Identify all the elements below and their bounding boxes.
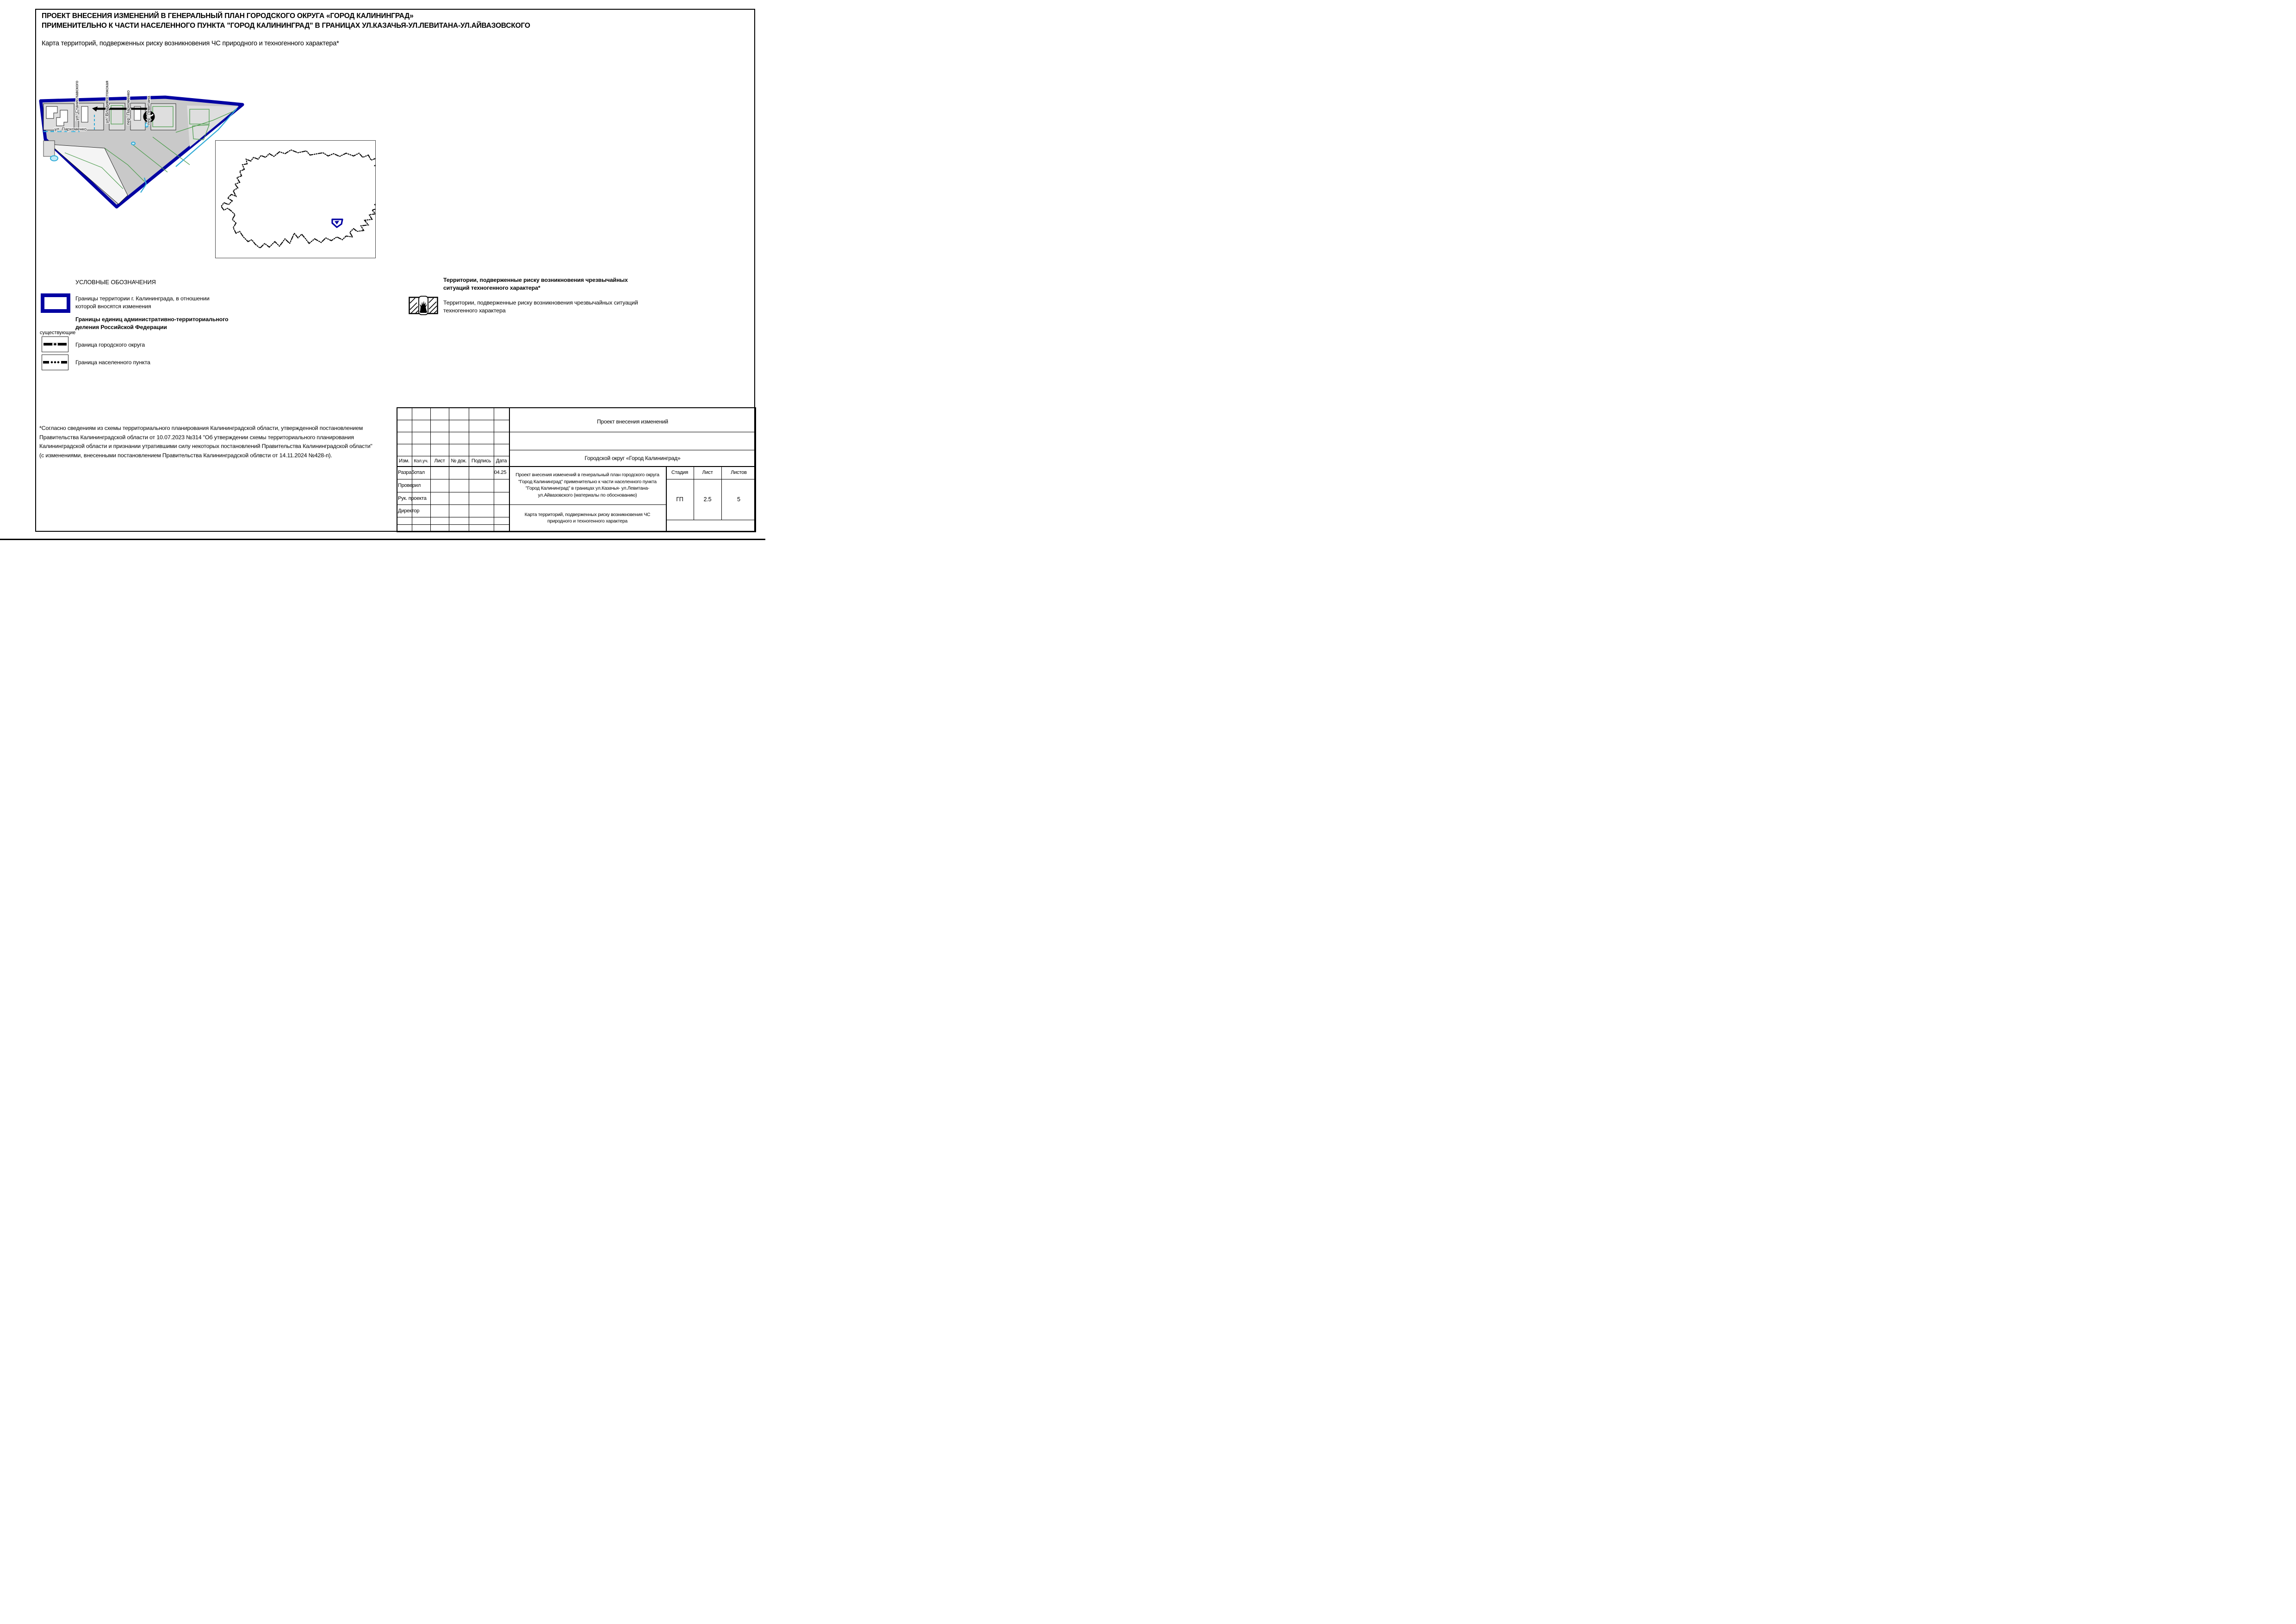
listov-label: Листов <box>731 470 747 475</box>
small-parcel <box>43 141 55 156</box>
row-director: Директор <box>398 508 420 514</box>
col-podpis: Подпись <box>471 458 491 464</box>
footnote-line3: Калининградской области и признании утратившими силу некоторых постановлений Правительства Калининградской области" <box>39 443 372 449</box>
legend-admin-heading: Границы единиц административно-территориального деления Российской Федерации <box>75 316 229 330</box>
developed-date: 04.25 <box>494 470 507 475</box>
list-value: 2.5 <box>703 496 712 503</box>
drawing-sheet <box>0 0 765 541</box>
footnote-line2: Правительства Калининградской области от 10.07.2023 №314 "Об утверждении схемы территориального планирования <box>39 434 354 441</box>
legend-boundary-label: Границы территории г. Калининграда, в отношении которой вносятся изменения <box>75 295 210 310</box>
inset-overview-map <box>215 140 376 258</box>
go-border-line <box>42 337 68 352</box>
sheet-title: Проект внесения изменений в генеральный план городского округа "Город Калининград" применительно к части населенного пункта "Город Калининград" в границах ул.Казачья- ул.Левитана- ул.Айвазовского (материалы по обоснованию) <box>515 473 659 498</box>
legend-np-border-label: Граница населенного пункта <box>75 359 150 366</box>
street-label-vladivostokskaya: ул. Владивостокская <box>105 81 110 123</box>
col-list: Лист <box>434 458 445 464</box>
hazard-area-icon <box>409 296 438 315</box>
hazard-legend-symbol <box>409 296 438 317</box>
legend-go-border-symbol <box>42 336 68 352</box>
footnote <box>39 424 372 460</box>
row-manager: Рук. проекта <box>398 495 427 501</box>
sheet-map-name: Карта территорий, подверженных риску возникновения ЧС природного и техногенного характера <box>524 512 651 524</box>
legend-heading: УСЛОВНЫЕ ОБОЗНАЧЕНИЯ <box>75 279 156 286</box>
list-label: Лист <box>702 470 713 475</box>
city-boundary-outline <box>221 150 376 248</box>
document-title-line1: ПРОЕКТ ВНЕСЕНИЯ ИЗМЕНЕНИЙ В ГЕНЕРАЛЬНЫЙ ПЛАН ГОРОДСКОГО ОКРУГА «ГОРОД КАЛИНИНГРАД» <box>42 12 414 20</box>
col-izm: Изм. <box>399 458 410 464</box>
footnote-line4: (с изменениями, внесенными постановлением Правительства Калининградской облвсти от 14.11.2024 №428-п). <box>39 452 332 459</box>
col-ndok: № док. <box>451 458 467 464</box>
street-label-ul-parkhomenko: ул. Пархоменко <box>55 127 87 132</box>
map-subtitle: Карта территорий, подверженных риску возникновения ЧС природного и техногенного характера* <box>42 40 339 47</box>
document-title <box>42 11 530 31</box>
row-checked: Проверил <box>398 483 421 488</box>
legend-existing-label: существующие <box>40 330 76 336</box>
footnote-line1: *Согласно сведениям из схемы территориального планирования Калининградской области, утвержденной постановлением <box>39 425 363 431</box>
document-title-line2: ПРИМЕНИТЕЛЬНО К ЧАСТИ НАСЕЛЕННОГО ПУНКТА "ГОРОД КАЛИНИНГРАД" В ГРАНИЦАХ УЛ.КАЗАЧЬЯ-УЛ.ЛЕВИТАНА-УЛ.АЙВАЗОВСКОГО <box>42 22 530 30</box>
street-label-per-levitana: пер. Левитана <box>146 96 151 125</box>
territory-map <box>37 74 245 213</box>
stage-value: ГП <box>676 496 683 503</box>
street-label-per-parkhomenko: пер. Пархоменко <box>126 90 131 125</box>
object-name: Городской округ «Город Калининград» <box>584 454 681 461</box>
project-area-marker <box>332 219 342 227</box>
stage-label: Стадия <box>671 470 689 475</box>
sheet-bottom-edge <box>0 539 765 540</box>
hazard-legend-heading: Территории, подверженные риску возникновения чрезвычайных ситуаций техногенного характера* <box>443 277 628 291</box>
doc-name: Проект внесения изменений <box>597 418 668 425</box>
listov-value: 5 <box>737 496 740 503</box>
hazard-legend-label: Территории, подверженные риску возникновения чрезвычайных ситуаций техногенного характера <box>443 299 638 314</box>
legend-boundary-symbol <box>41 293 70 313</box>
legend-np-border-symbol <box>42 355 68 370</box>
legend-go-border-label: Граница городского округа <box>75 342 145 348</box>
street-label-stanislavskogo: ул. Станиславского <box>74 81 80 120</box>
np-border-line <box>42 355 68 370</box>
col-koluch: Кол.уч. <box>414 458 428 464</box>
title-block <box>397 407 756 532</box>
col-data: Дата <box>496 458 507 464</box>
row-developed: Разработал <box>398 470 425 475</box>
